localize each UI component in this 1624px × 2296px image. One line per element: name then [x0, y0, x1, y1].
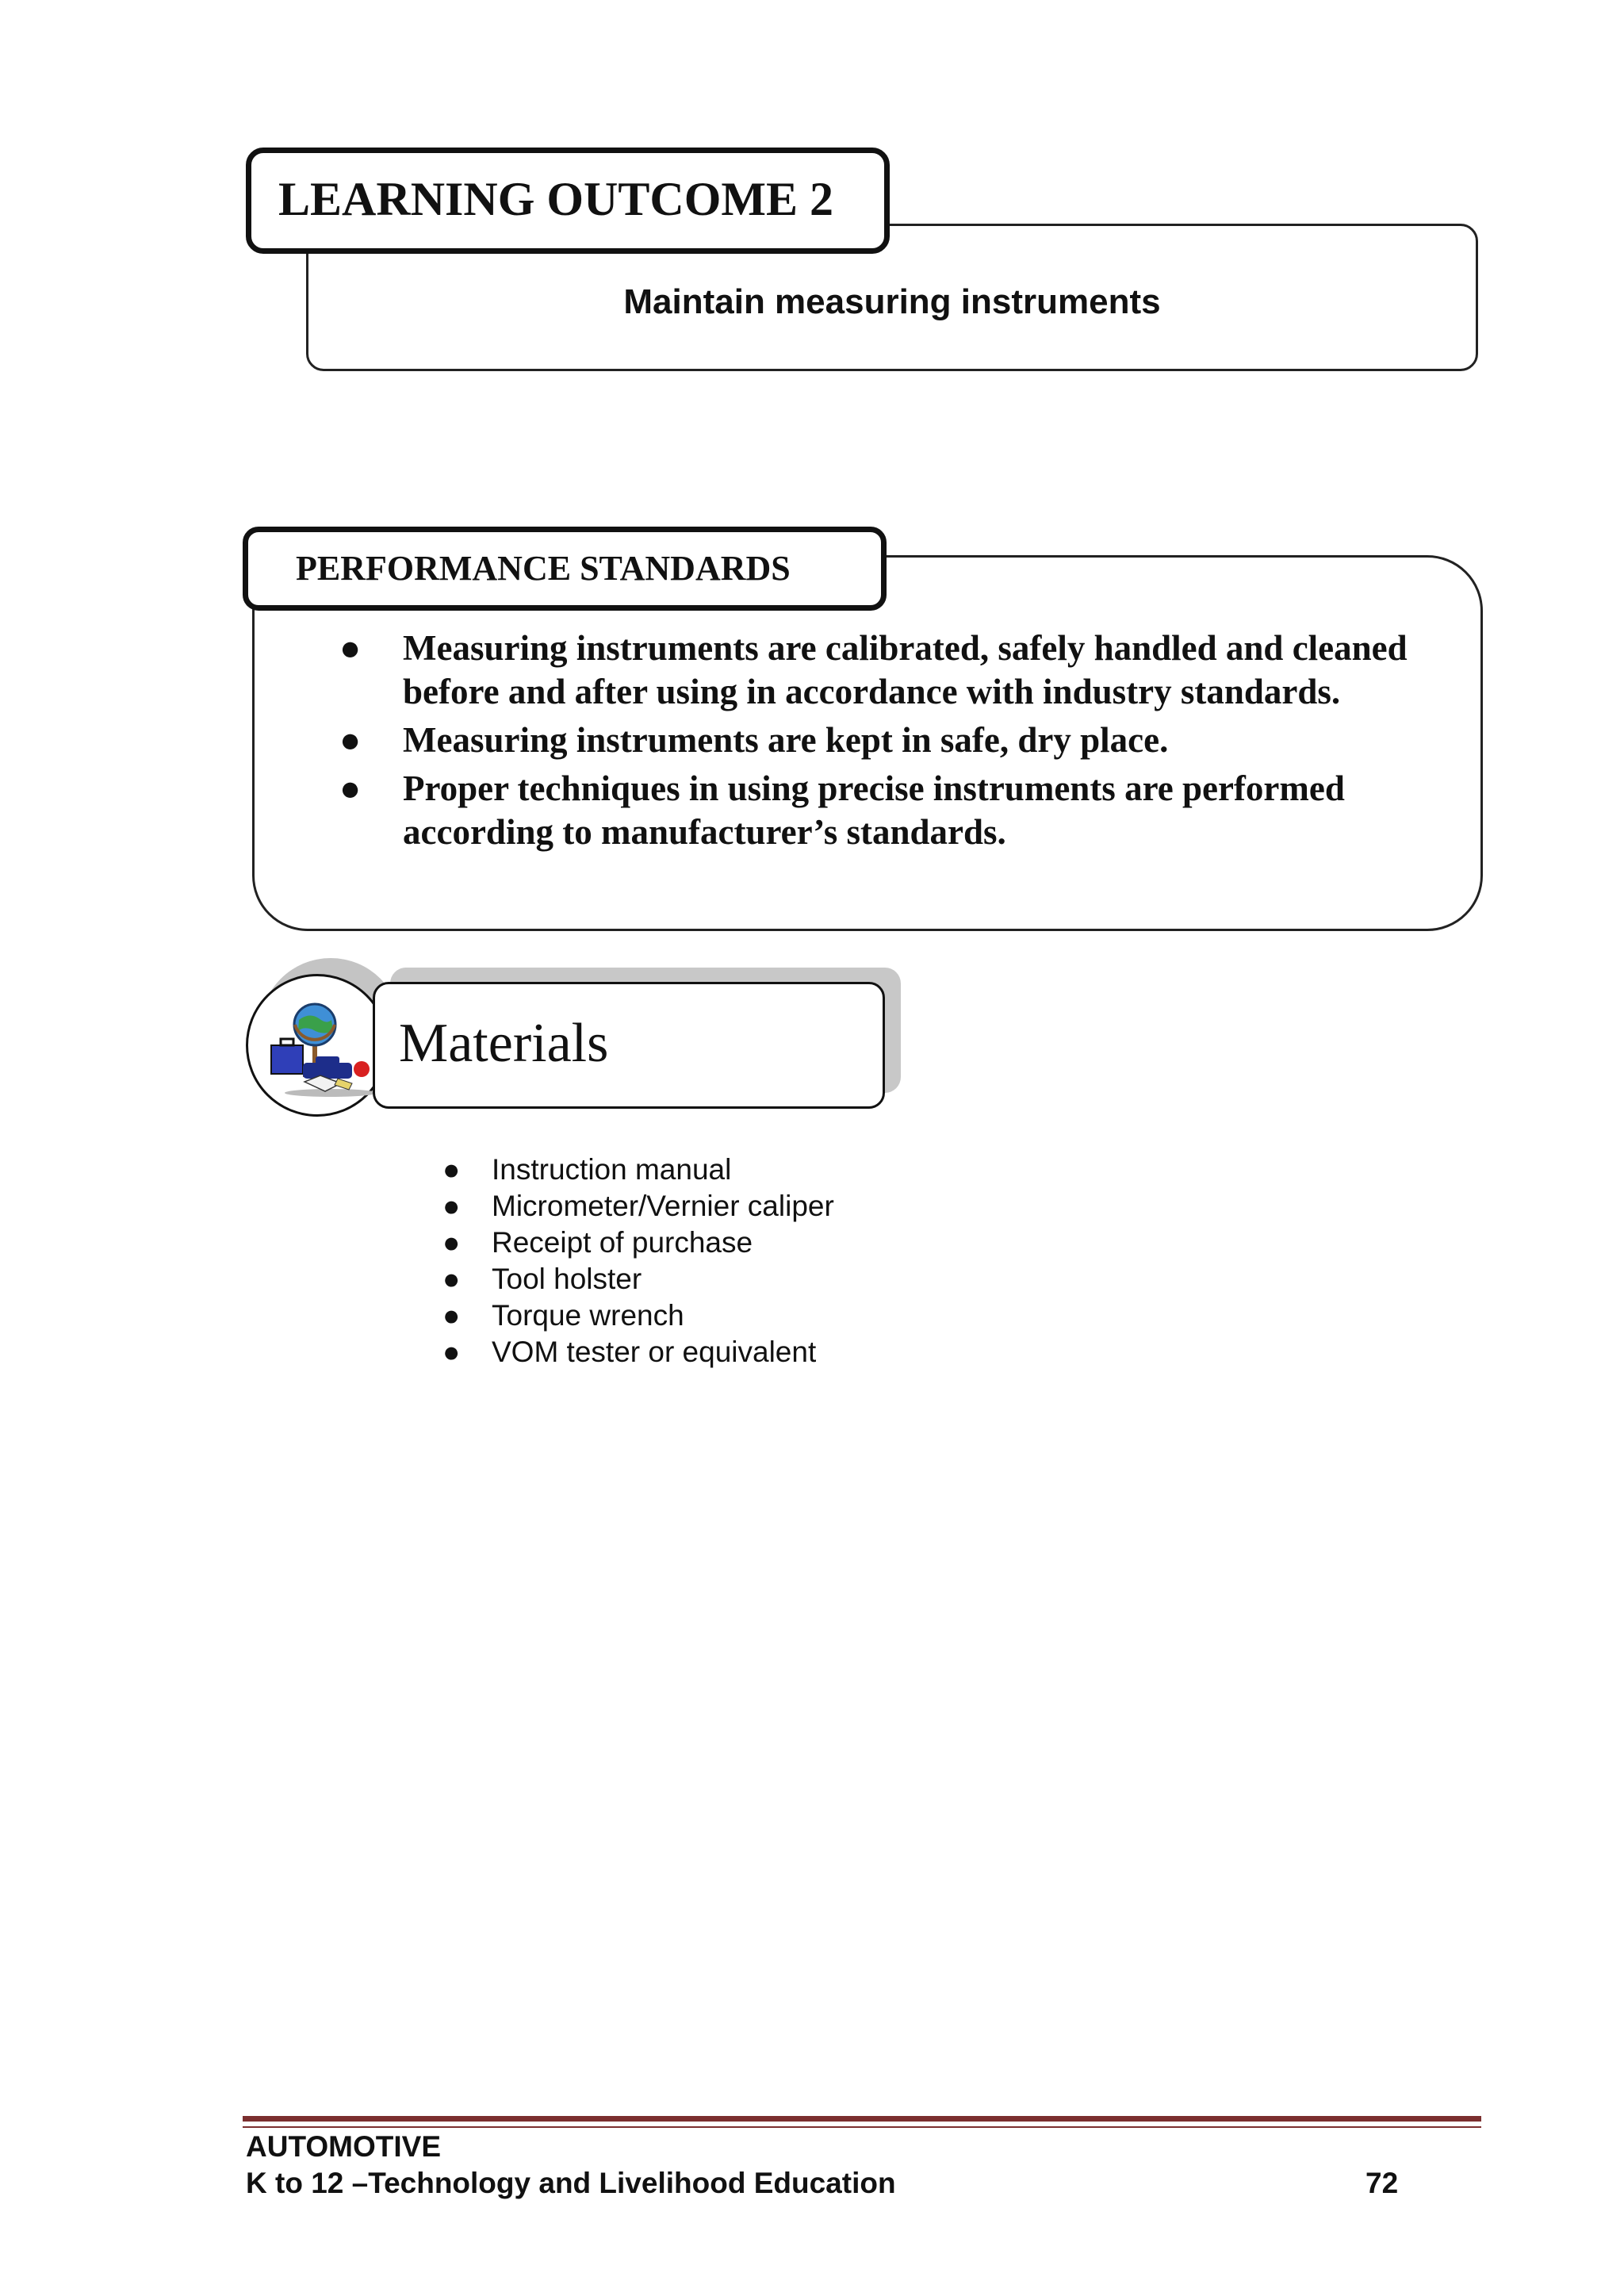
list-item: ● Measuring instruments are kept in safe, dry place. [333, 719, 1443, 762]
page-number: 72 [1365, 2167, 1399, 2199]
learning-outcome-subtitle: Maintain measuring instruments [623, 282, 1161, 321]
list-item: ● Torque wrench [441, 1297, 834, 1334]
bullet-icon: ● [339, 720, 362, 760]
materials-title: Materials [373, 982, 885, 1109]
bullet-icon: ● [442, 1153, 461, 1186]
bullet-icon: ● [339, 769, 362, 808]
list-item: ● Measuring instruments are calibrated, safely handled and cleaned before and after using in accordance with industry standards. [339, 628, 1408, 711]
list-item: ● Receipt of purchase [441, 1225, 834, 1261]
list-item: ● Micrometer/Vernier caliper [441, 1188, 834, 1225]
bullet-icon: ● [442, 1263, 461, 1295]
bullet-icon: ● [442, 1299, 461, 1332]
bullet-icon: ● [339, 628, 362, 668]
materials-list [441, 1152, 834, 1370]
list-item: ● Proper techniques in using precise instruments are performed according to manufacturer’s standards. [339, 769, 1345, 852]
bullet-icon: ● [442, 1336, 461, 1368]
globe-tools-icon [263, 996, 382, 1099]
learning-outcome-title: LEARNING OUTCOME 2 [246, 148, 890, 254]
footer-course: AUTOMOTIVE [246, 2130, 441, 2163]
list-item: ● Tool holster [441, 1261, 834, 1297]
footer-subject: K to 12 –Technology and Livelihood Education [246, 2167, 896, 2199]
list-item: ● Instruction manual [441, 1152, 834, 1188]
list-item: ● VOM tester or equivalent [441, 1334, 834, 1370]
bullet-icon: ● [442, 1226, 461, 1259]
performance-standards-title: PERFORMANCE STANDARDS [243, 527, 887, 611]
footer-divider-thin [243, 2126, 1481, 2128]
footer-divider [243, 2116, 1481, 2122]
bullet-icon: ● [442, 1190, 461, 1222]
performance-standards-list [333, 627, 1443, 859]
